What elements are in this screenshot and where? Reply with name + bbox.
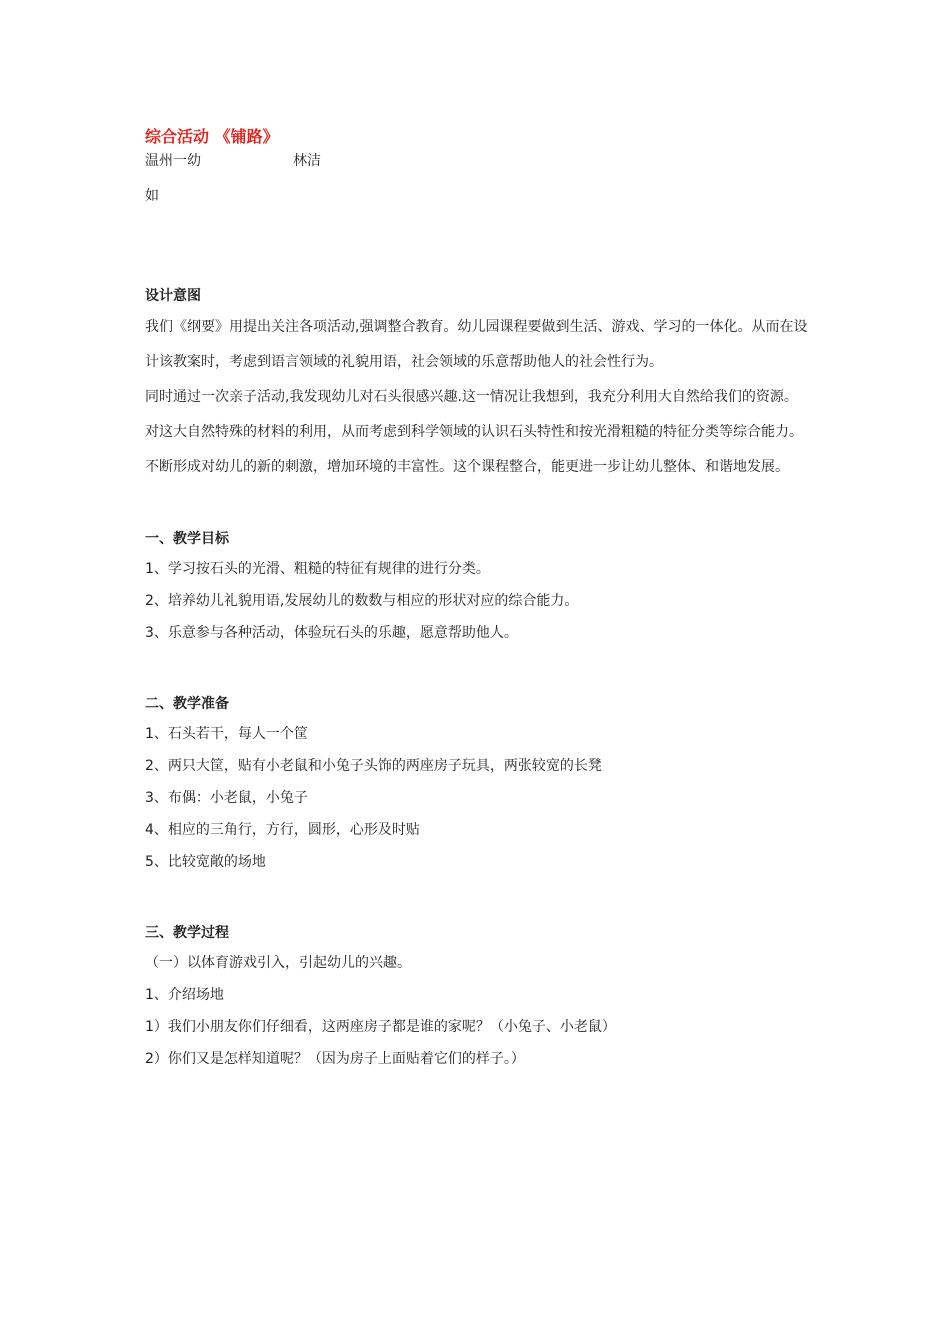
section-heading-process: 三、教学过程 xyxy=(145,925,229,941)
prep-item: 3、布偶：小老鼠，小兔子 xyxy=(145,790,308,806)
goal-item: 1、学习按石头的光滑、粗糙的特征有规律的进行分类。 xyxy=(145,561,490,577)
goal-item: 3、乐意参与各种活动，体验玩石头的乐趣，愿意帮助他人。 xyxy=(145,625,518,641)
school-name: 温州一幼 xyxy=(145,153,201,169)
prep-item: 1、石头若干，每人一个筐 xyxy=(145,726,308,742)
process-item: （一）以体育游戏引入，引起幼儿的兴趣。 xyxy=(145,955,411,971)
prep-item: 5、比较宽敞的场地 xyxy=(145,854,266,870)
process-item: 2）你们又是怎样知道呢？（因为房子上面贴着它们的样子。） xyxy=(145,1051,525,1067)
process-item: 1）我们小朋友你们仔细看，这两座房子都是谁的家呢？（小兔子、小老鼠） xyxy=(145,1019,616,1035)
prep-item: 4、相应的三角行，方行，圆形，心形及时贴 xyxy=(145,822,420,838)
intent-paragraph: 不断形成对幼儿的新的刺激，增加环境的丰富性。这个课程整合，能更进一步让幼儿整体、和谐地发展。 xyxy=(145,459,789,475)
process-item: 1、介绍场地 xyxy=(145,987,224,1003)
author-name: 林洁 xyxy=(293,153,321,169)
document-title: 综合活动 《铺路》 xyxy=(145,127,279,146)
section-heading-goals: 一、教学目标 xyxy=(145,531,229,547)
intent-paragraph: 我们《纲要》用提出关注各项活动,强调整合教育。幼儿园课程要做到生活、游戏、学习的一体化。从而在设计该教案时，考虑到语言领域的礼貌用语，社会领域的乐意帮助他人的社会性行为。 xyxy=(145,319,808,370)
byline xyxy=(145,150,810,172)
prep-item: 2、两只大筐，贴有小老鼠和小兔子头饰的两座房子玩具，两张较宽的长凳 xyxy=(145,758,602,774)
document-page xyxy=(145,124,810,1075)
author-name-tail: 如 xyxy=(145,188,159,204)
section-heading-intent: 设计意图 xyxy=(145,288,201,304)
section-heading-prep: 二、教学准备 xyxy=(145,696,229,712)
intent-paragraph: 同时通过一次亲子活动,我发现幼儿对石头很感兴趣.这一情况让我想到，我充分利用大自然给我们的资源。对这大自然特殊的材料的利用，从而考虑到科学领域的认识石头特性和按光滑粗糙的特征分类等综合能力。 xyxy=(145,389,803,440)
goal-item: 2、培养幼儿礼貌用语,发展幼儿的数数与相应的形状对应的综合能力。 xyxy=(145,593,579,609)
